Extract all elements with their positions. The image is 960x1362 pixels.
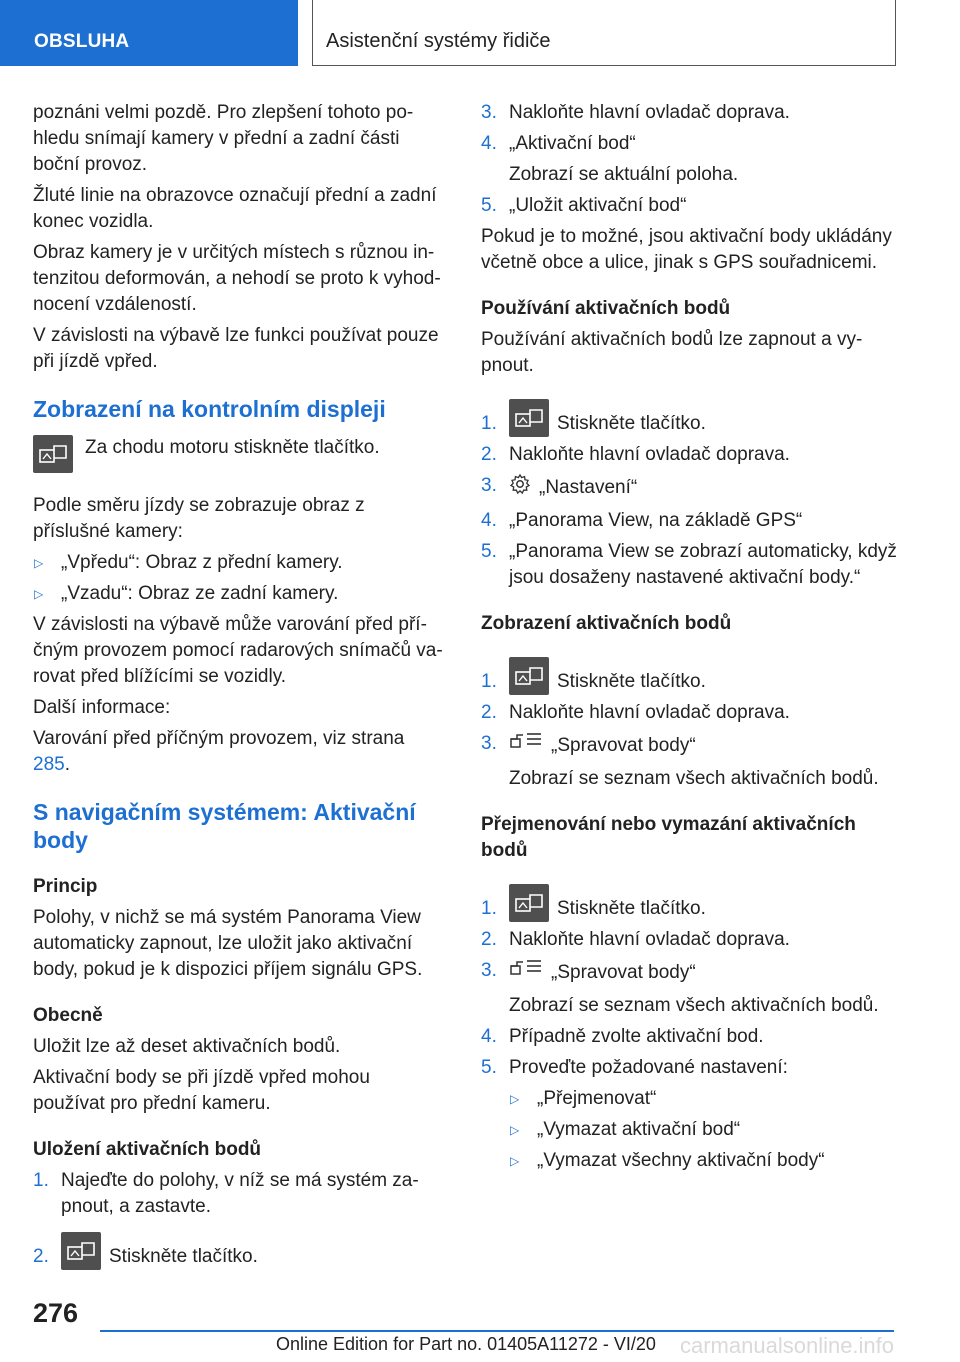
subheading-principle: Princip <box>33 876 98 897</box>
paragraph: poznáni velmi pozdě. Pro zlepšení tohoto pohledu snímají kamery v přední a zadní části boční provoz. <box>33 102 414 175</box>
chapter-box <box>312 0 896 66</box>
display-intro-text: Za chodu motoru stiskněte tlačítko. <box>85 437 380 458</box>
paragraph: Používání aktivačních bodů lze zapnout a vypnout. <box>481 329 863 376</box>
triangle-bullet-icon: ▷ <box>510 1092 520 1106</box>
list-item: 1. Najeďte do polohy, v níž se má systém zapnout, a zastavte. <box>33 1170 419 1217</box>
subheading-save: Uložení aktivačních bodů <box>33 1139 262 1160</box>
list-item: 3. „Spravovat body“ <box>481 731 901 761</box>
section-heading-nav: S navigačním systémem: Aktivační body <box>33 799 416 853</box>
list-item: ▷ „Vymazat aktivační bod“ <box>481 1117 901 1143</box>
page-header <box>0 0 960 66</box>
gear-icon <box>509 473 531 503</box>
step-note: Zobrazí se aktuální poloha. <box>509 164 739 185</box>
list-item: 3. „Spravovat body“ <box>481 958 901 988</box>
watermark: carmanualsonline.info <box>680 1333 895 1358</box>
chapter-title: Asistenční systémy řidiče <box>326 30 551 52</box>
camera-button-icon <box>33 435 73 473</box>
subheading-rename: Přejmenování nebo vymazání aktivačních bodů <box>481 814 856 861</box>
paragraph: Polohy, v nichž se má systém Panorama View automaticky zapnout, lze uložit jako aktivační body, pokud je k dispozici příjem signálu GPS. <box>33 907 423 980</box>
list-item: 3. „Nastavení“ <box>481 473 901 503</box>
paragraph-reference: Varování před příčným provozem, viz strana 285. <box>33 728 405 775</box>
display-intro <box>33 435 445 473</box>
list-item: 2. Nakloňte hlavní ovladač doprava. <box>481 929 790 950</box>
list-item: ▷ „Vpředu“: Obraz z přední kamery. <box>33 550 445 576</box>
camera-button-icon <box>509 884 549 922</box>
list-item: 2. Nakloňte hlavní ovladač doprava. <box>481 444 790 465</box>
triangle-bullet-icon: ▷ <box>34 587 44 601</box>
list-item: 4. „Aktivační bod“ <box>481 133 636 154</box>
page-link[interactable]: 285 <box>33 754 65 775</box>
manage-list-icon <box>509 958 543 988</box>
list-item: 2. Stiskněte tlačítko. <box>33 1232 445 1270</box>
camera-button-icon <box>61 1232 101 1270</box>
camera-button-icon <box>509 657 549 695</box>
subheading-use: Používání aktivačních bodů <box>481 298 731 319</box>
list-item: 1. Stiskněte tlačítko. <box>481 884 901 922</box>
list-item: 4. Případně zvolte aktivační bod. <box>481 1026 764 1047</box>
list-item: 5. Proveďte požadované nastavení: <box>481 1057 788 1078</box>
step-note: Zobrazí se seznam všech aktivačních bodů. <box>509 768 879 789</box>
paragraph: Uložit lze až deset aktivačních bodů. <box>33 1036 341 1057</box>
subheading-show: Zobrazení aktivačních bodů <box>481 613 732 634</box>
paragraph: Další informace: <box>33 697 171 718</box>
section-tab <box>0 0 298 66</box>
list-item: 5. „Panorama View se zobrazí automaticky, když jsou dosaženy nastavené aktivační body.“ <box>481 541 897 588</box>
manage-list-icon <box>509 731 543 761</box>
list-item: ▷ „Vzadu“: Obraz ze zadní kamery. <box>33 581 445 607</box>
paragraph: V závislosti na výbavě může varování před příčným provozem pomocí radarových snímačů varovat před blížícími se vozidly. <box>33 614 443 687</box>
list-item: 4. „Panorama View, na základě GPS“ <box>481 510 803 531</box>
subheading-general: Obecně <box>33 1005 103 1026</box>
left-column <box>33 100 445 1270</box>
list-item: 3. Nakloňte hlavní ovladač doprava. <box>481 102 790 123</box>
triangle-bullet-icon: ▷ <box>510 1154 520 1168</box>
list-item: 1. Stiskněte tlačítko. <box>481 399 901 437</box>
camera-button-icon <box>509 399 549 437</box>
edition-text: Online Edition for Part no. 01405A11272 - VI/20 <box>276 1334 656 1354</box>
paragraph: Podle směru jízdy se zobrazuje obraz z příslušné kamery: <box>33 495 365 542</box>
section-heading-display: Zobrazení na kontrolním displeji <box>33 396 386 422</box>
list-item: ▷ „Přejmenovat“ <box>481 1086 901 1112</box>
step-note: Zobrazí se seznam všech aktivačních bodů. <box>509 995 879 1016</box>
page-number: 276 <box>33 1298 79 1328</box>
list-item: 1. Stiskněte tlačítko. <box>481 657 901 695</box>
list-item: 5. „Uložit aktivační bod“ <box>481 195 687 216</box>
section-title: OBSLUHA <box>34 31 130 52</box>
list-item: ▷ „Vymazat všechny aktivační body“ <box>481 1148 901 1174</box>
triangle-bullet-icon: ▷ <box>34 556 44 570</box>
list-item: 2. Nakloňte hlavní ovladač doprava. <box>481 702 790 723</box>
paragraph: Obraz kamery je v určitých místech s různou intenzitou deformován, a nehodí se proto k vyhodnocení vzdáleností. <box>33 242 441 315</box>
paragraph: V závislosti na výbavě lze funkci používat pouze při jízdě vpřed. <box>33 325 439 372</box>
paragraph: Aktivační body se při jízdě vpřed mohou používat pro přední kameru. <box>33 1067 370 1114</box>
paragraph: Žluté linie na obrazovce označují přední a zadní konec vozidla. <box>33 185 437 232</box>
triangle-bullet-icon: ▷ <box>510 1123 520 1137</box>
paragraph: Pokud je to možné, jsou aktivační body ukládány včetně obce a ulice, jinak s GPS souřadnicemi. <box>481 226 892 273</box>
footer-divider <box>100 1330 894 1332</box>
right-column <box>481 100 901 1174</box>
